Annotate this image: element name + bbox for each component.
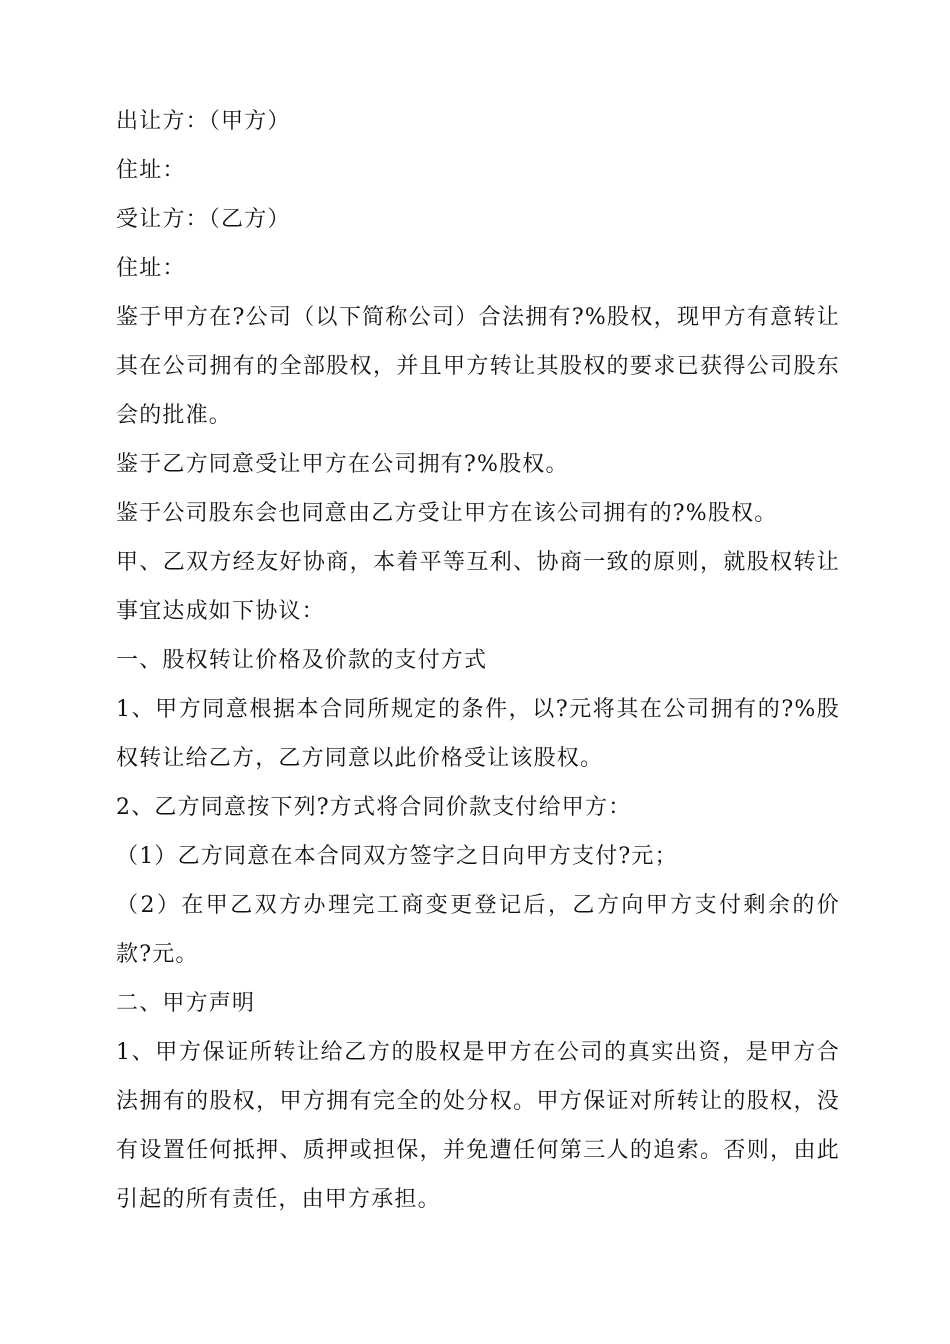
- clause-1-2-item-1: （1）乙方同意在本合同双方签字之日向甲方支付?元；: [116, 844, 678, 869]
- clause-2-1: 1、甲方保证所转让给乙方的股权是甲方在公司的真实出资，是甲方合法拥有的股权，甲方拥有完全的处分权。甲方保证对所转让的股权，没有设置任何抵押、质押或担保，并免遭任何第三人的追索。否则，由此引起的所有责任，由甲方承担。: [116, 1040, 840, 1212]
- clause-1-2-item-2: （2）在甲乙双方办理完工商变更登记后，乙方向甲方支付剩余的价款?元。: [116, 893, 840, 967]
- section-heading-2: 二、甲方声明: [116, 991, 256, 1016]
- clause-1-1: 1、甲方同意根据本合同所规定的条件，以?元将其在公司拥有的?%股权转让给乙方，乙方同意以此价格受让该股权。: [116, 697, 840, 771]
- recital-paragraph-1: 鉴于甲方在?公司（以下简称公司）合法拥有?%股权，现甲方有意转让其在公司拥有的全部股权，并且甲方转让其股权的要求已获得公司股东会的批准。: [116, 305, 840, 428]
- recital-paragraph-2: 鉴于乙方同意受让甲方在公司拥有?%股权。: [116, 452, 569, 477]
- transferor-address-line: 住址：: [116, 158, 186, 183]
- section-heading-1: 一、股权转让价格及价款的支付方式: [116, 648, 488, 673]
- document-page: [116, 97, 840, 1224]
- recital-paragraph-3: 鉴于公司股东会也同意由乙方受让甲方在该公司拥有的?%股权。: [116, 501, 778, 526]
- agreement-intro-paragraph: 甲、乙双方经友好协商，本着平等互利、协商一致的原则，就股权转让事宜达成如下协议：: [116, 550, 840, 624]
- transferee-address-line: 住址：: [116, 256, 186, 281]
- transferee-line: 受让方：（乙方）: [116, 207, 291, 232]
- clause-1-2: 2、乙方同意按下列?方式将合同价款支付给甲方：: [116, 795, 632, 820]
- transferor-line: 出让方：（甲方）: [116, 109, 291, 134]
